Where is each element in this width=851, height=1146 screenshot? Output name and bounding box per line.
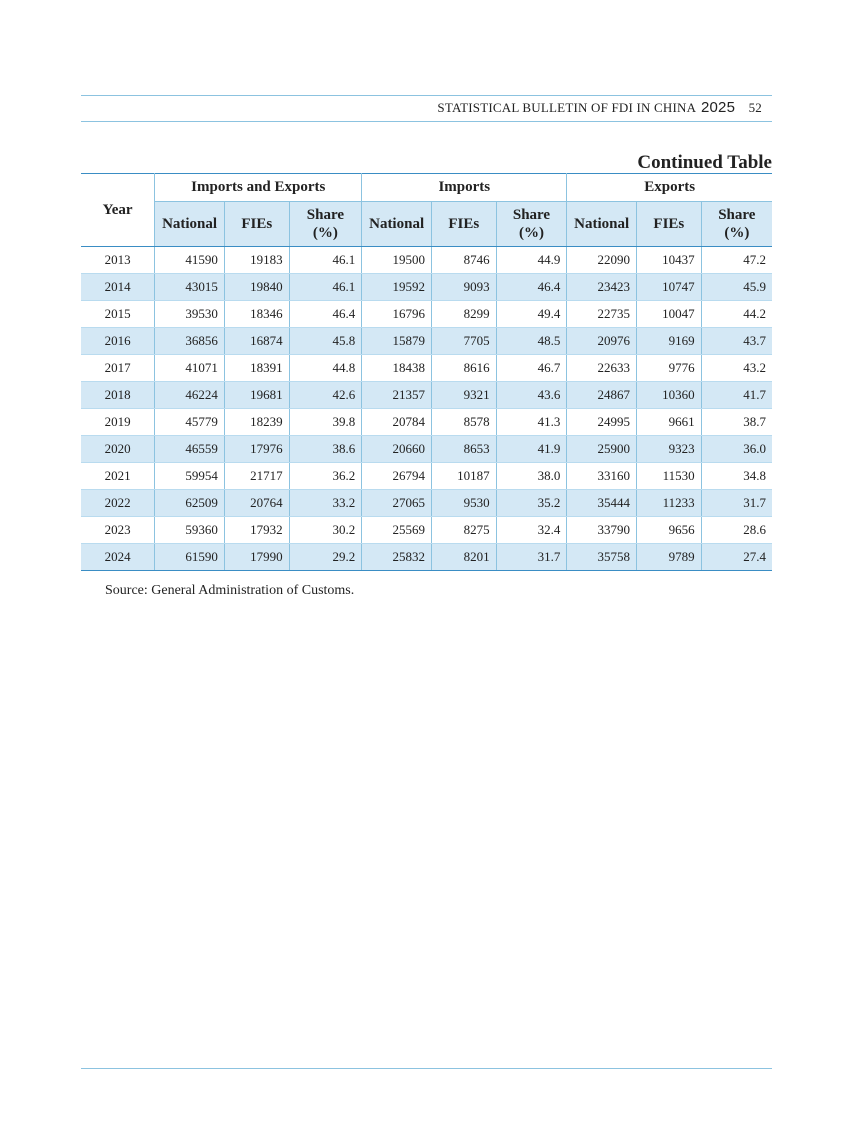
cell-exports-share: 43.7 [701, 328, 772, 355]
year-header: Year [81, 174, 155, 247]
header-bottom-rule [81, 121, 772, 122]
cell-imports-share: 38.0 [496, 463, 567, 490]
cell-imports-share: 49.4 [496, 301, 567, 328]
cell-total-national: 41590 [155, 247, 225, 274]
col-header-national: National [567, 202, 637, 247]
cell-total-fies: 17990 [224, 544, 289, 571]
cell-imports-national: 19500 [362, 247, 432, 274]
cell-total-share: 39.8 [289, 409, 362, 436]
trade-table [81, 173, 772, 571]
cell-imports-national: 16796 [362, 301, 432, 328]
share-label: Share [718, 207, 756, 223]
cell-imports-fies: 10187 [431, 463, 496, 490]
col-header-fies: FIEs [637, 202, 702, 247]
col-header-fies: FIEs [431, 202, 496, 247]
cell-total-national: 43015 [155, 274, 225, 301]
column-header-row [81, 202, 772, 247]
col-header-fies: FIEs [224, 202, 289, 247]
footer-rule [81, 1068, 772, 1069]
cell-year: 2013 [81, 247, 155, 274]
cell-imports-share: 44.9 [496, 247, 567, 274]
cell-exports-fies: 9169 [637, 328, 702, 355]
running-title: STATISTICAL BULLETIN OF FDI IN CHINA [437, 100, 696, 115]
cell-total-fies: 18346 [224, 301, 289, 328]
cell-exports-fies: 9789 [637, 544, 702, 571]
cell-imports-national: 26794 [362, 463, 432, 490]
running-year: 2025 [700, 99, 736, 116]
cell-imports-fies: 9321 [431, 382, 496, 409]
source-note: Source: General Administration of Customs. [105, 583, 355, 598]
page-number: 52 [748, 100, 762, 115]
cell-total-share: 46.1 [289, 274, 362, 301]
cell-imports-fies: 9093 [431, 274, 496, 301]
cell-year: 2022 [81, 490, 155, 517]
cell-year: 2017 [81, 355, 155, 382]
cell-imports-share: 46.7 [496, 355, 567, 382]
col-header-share [496, 202, 567, 247]
cell-imports-national: 25832 [362, 544, 432, 571]
table-row [81, 247, 772, 274]
cell-exports-share: 43.2 [701, 355, 772, 382]
cell-total-fies: 17976 [224, 436, 289, 463]
table-row [81, 355, 772, 382]
cell-total-fies: 20764 [224, 490, 289, 517]
cell-exports-share: 31.7 [701, 490, 772, 517]
cell-exports-national: 35758 [567, 544, 637, 571]
table-row [81, 301, 772, 328]
cell-total-national: 46224 [155, 382, 225, 409]
cell-imports-fies: 8201 [431, 544, 496, 571]
cell-total-national: 36856 [155, 328, 225, 355]
cell-exports-fies: 10360 [637, 382, 702, 409]
cell-total-national: 61590 [155, 544, 225, 571]
cell-total-fies: 18239 [224, 409, 289, 436]
cell-year: 2018 [81, 382, 155, 409]
share-unit: (%) [724, 225, 750, 241]
cell-imports-share: 31.7 [496, 544, 567, 571]
group-header-exports: Exports [567, 174, 772, 202]
cell-exports-national: 33790 [567, 517, 637, 544]
cell-total-share: 36.2 [289, 463, 362, 490]
running-header [437, 99, 762, 116]
table-caption: Continued Table [637, 152, 772, 173]
col-header-national: National [362, 202, 432, 247]
table-row [81, 436, 772, 463]
cell-exports-share: 44.2 [701, 301, 772, 328]
cell-exports-share: 34.8 [701, 463, 772, 490]
cell-exports-share: 27.4 [701, 544, 772, 571]
cell-total-national: 59954 [155, 463, 225, 490]
cell-total-national: 46559 [155, 436, 225, 463]
cell-exports-share: 38.7 [701, 409, 772, 436]
cell-imports-share: 46.4 [496, 274, 567, 301]
cell-exports-national: 33160 [567, 463, 637, 490]
cell-exports-national: 22735 [567, 301, 637, 328]
table-row [81, 409, 772, 436]
cell-exports-fies: 10747 [637, 274, 702, 301]
cell-exports-fies: 9661 [637, 409, 702, 436]
cell-exports-fies: 9776 [637, 355, 702, 382]
table-row [81, 274, 772, 301]
cell-exports-share: 47.2 [701, 247, 772, 274]
cell-year: 2014 [81, 274, 155, 301]
cell-total-share: 46.1 [289, 247, 362, 274]
cell-total-fies: 16874 [224, 328, 289, 355]
cell-exports-share: 36.0 [701, 436, 772, 463]
cell-year: 2016 [81, 328, 155, 355]
cell-imports-national: 15879 [362, 328, 432, 355]
cell-total-fies: 18391 [224, 355, 289, 382]
cell-total-fies: 19681 [224, 382, 289, 409]
cell-year: 2023 [81, 517, 155, 544]
cell-imports-share: 32.4 [496, 517, 567, 544]
cell-exports-national: 23423 [567, 274, 637, 301]
table-row [81, 463, 772, 490]
cell-total-share: 30.2 [289, 517, 362, 544]
cell-exports-national: 24995 [567, 409, 637, 436]
col-header-share [701, 202, 772, 247]
group-header-row [81, 174, 772, 202]
cell-year: 2024 [81, 544, 155, 571]
cell-total-share: 46.4 [289, 301, 362, 328]
table-row [81, 544, 772, 571]
cell-imports-share: 43.6 [496, 382, 567, 409]
cell-imports-share: 41.3 [496, 409, 567, 436]
cell-total-fies: 17932 [224, 517, 289, 544]
cell-imports-national: 19592 [362, 274, 432, 301]
cell-total-national: 62509 [155, 490, 225, 517]
cell-exports-share: 41.7 [701, 382, 772, 409]
cell-year: 2015 [81, 301, 155, 328]
cell-exports-fies: 11233 [637, 490, 702, 517]
cell-total-national: 59360 [155, 517, 225, 544]
cell-exports-national: 35444 [567, 490, 637, 517]
cell-imports-national: 20660 [362, 436, 432, 463]
cell-total-fies: 21717 [224, 463, 289, 490]
cell-total-share: 29.2 [289, 544, 362, 571]
table-row [81, 328, 772, 355]
cell-imports-fies: 8578 [431, 409, 496, 436]
cell-exports-national: 24867 [567, 382, 637, 409]
share-unit: (%) [312, 225, 338, 241]
cell-total-national: 39530 [155, 301, 225, 328]
cell-total-share: 33.2 [289, 490, 362, 517]
share-unit: (%) [518, 225, 544, 241]
table-row [81, 490, 772, 517]
cell-imports-national: 25569 [362, 517, 432, 544]
cell-exports-national: 20976 [567, 328, 637, 355]
cell-imports-fies: 8275 [431, 517, 496, 544]
cell-exports-share: 45.9 [701, 274, 772, 301]
cell-total-share: 45.8 [289, 328, 362, 355]
col-header-national: National [155, 202, 225, 247]
cell-imports-fies: 8746 [431, 247, 496, 274]
cell-imports-national: 20784 [362, 409, 432, 436]
table-body [81, 247, 772, 571]
cell-total-fies: 19183 [224, 247, 289, 274]
cell-exports-national: 25900 [567, 436, 637, 463]
cell-total-national: 45779 [155, 409, 225, 436]
cell-imports-national: 18438 [362, 355, 432, 382]
table-row [81, 517, 772, 544]
cell-exports-national: 22090 [567, 247, 637, 274]
cell-imports-share: 35.2 [496, 490, 567, 517]
col-header-share [289, 202, 362, 247]
cell-exports-fies: 9323 [637, 436, 702, 463]
cell-exports-fies: 10047 [637, 301, 702, 328]
header-top-rule [81, 95, 772, 96]
cell-imports-share: 48.5 [496, 328, 567, 355]
share-label: Share [306, 207, 345, 223]
group-header-imports-exports: Imports and Exports [155, 174, 362, 202]
cell-imports-fies: 9530 [431, 490, 496, 517]
cell-imports-national: 21357 [362, 382, 432, 409]
cell-exports-fies: 9656 [637, 517, 702, 544]
cell-imports-share: 41.9 [496, 436, 567, 463]
cell-exports-fies: 11530 [637, 463, 702, 490]
cell-imports-national: 27065 [362, 490, 432, 517]
cell-total-share: 44.8 [289, 355, 362, 382]
cell-year: 2020 [81, 436, 155, 463]
cell-year: 2019 [81, 409, 155, 436]
cell-imports-fies: 8653 [431, 436, 496, 463]
group-header-imports: Imports [362, 174, 567, 202]
cell-exports-national: 22633 [567, 355, 637, 382]
cell-total-national: 41071 [155, 355, 225, 382]
cell-imports-fies: 8616 [431, 355, 496, 382]
cell-year: 2021 [81, 463, 155, 490]
cell-exports-share: 28.6 [701, 517, 772, 544]
cell-total-share: 38.6 [289, 436, 362, 463]
cell-imports-fies: 8299 [431, 301, 496, 328]
cell-imports-fies: 7705 [431, 328, 496, 355]
table-row [81, 382, 772, 409]
share-label: Share [512, 207, 551, 223]
cell-total-share: 42.6 [289, 382, 362, 409]
cell-exports-fies: 10437 [637, 247, 702, 274]
cell-total-fies: 19840 [224, 274, 289, 301]
